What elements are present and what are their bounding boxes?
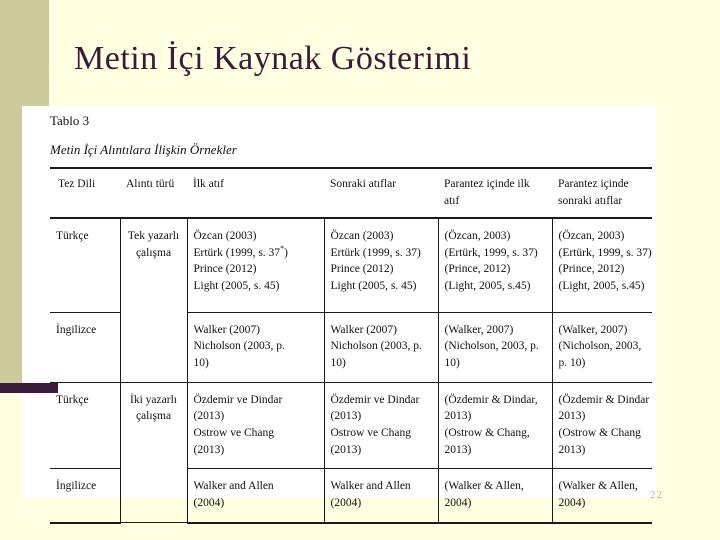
citations-table bbox=[50, 167, 652, 524]
table-caption: Metin İçi Alıntılara İlişkin Örnekler bbox=[50, 142, 237, 157]
citation-line: Nicholson (2003, p. bbox=[330, 340, 422, 353]
citation-line: (Nicholson, 2003, p. bbox=[444, 340, 539, 353]
citation-cell bbox=[187, 218, 324, 312]
citation-line: 2013) bbox=[558, 410, 586, 423]
citation-line: Prince (2012) bbox=[330, 263, 394, 276]
citation-cell bbox=[552, 382, 652, 469]
col-header-parenthetical-first: Parantez içinde ilk atıf bbox=[438, 168, 552, 218]
citation-line: Walker (2007) bbox=[330, 323, 397, 336]
citation-cell bbox=[324, 312, 438, 382]
citation-cell bbox=[552, 312, 652, 382]
citation-line: Light (2005, s. 45) bbox=[330, 280, 417, 293]
citation-line: 2013) bbox=[444, 443, 472, 456]
citation-line: (Özdemir & Dindar bbox=[558, 393, 650, 406]
citation-line: Ostrow ve Chang bbox=[330, 426, 411, 439]
citation-line: (Walker & Allen, bbox=[558, 480, 638, 493]
citation-line: Ostrow ve Chang bbox=[193, 426, 274, 439]
citation-line: (Özdemir & Dindar, bbox=[444, 393, 538, 406]
citation-cell bbox=[552, 218, 652, 312]
citation-line: (Walker, 2007) bbox=[444, 323, 514, 336]
citation-line: 2004) bbox=[558, 496, 586, 509]
table-row bbox=[50, 218, 652, 312]
divider-bar bbox=[0, 383, 58, 393]
citation-line: Prince (2012) bbox=[193, 263, 257, 276]
citation-line: (Light, 2005, s.45) bbox=[444, 280, 531, 293]
col-header-subsequent-citations: Sonraki atıflar bbox=[324, 168, 438, 218]
citation-line: 10) bbox=[330, 356, 346, 369]
citation-line: 2013) bbox=[444, 410, 472, 423]
citation-line: 2013) bbox=[558, 443, 586, 456]
citation-line: (2004) bbox=[330, 496, 362, 509]
header-row bbox=[50, 168, 652, 218]
citation-line: Nicholson (2003, p. bbox=[193, 340, 285, 353]
citation-line: Özdemir ve Dindar bbox=[193, 393, 283, 406]
citation-line: p. 10) bbox=[558, 356, 586, 369]
citation-line: Walker and Allen bbox=[330, 480, 411, 493]
citation-line: Walker and Allen bbox=[193, 480, 274, 493]
citation-line: Ertürk (1999, s. 37*) bbox=[193, 243, 288, 259]
citation-line: (Ertürk, 1999, s. 37) bbox=[558, 246, 652, 259]
citation-line: Ertürk (1999, s. 37) bbox=[330, 246, 421, 259]
col-header-parenthetical-subsequent: Parantez içinde sonraki atıflar bbox=[552, 168, 652, 218]
citation-line: (Özcan, 2003) bbox=[444, 230, 511, 242]
page-number: 22 bbox=[650, 489, 663, 501]
citation-line: Özcan (2003) bbox=[330, 230, 394, 242]
language-cell: İngilizce bbox=[50, 312, 120, 382]
citation-line: (Prince, 2012) bbox=[558, 263, 625, 276]
citation-line: (2013) bbox=[193, 410, 225, 423]
citation-type-cell: Tek yazarlı çalışma bbox=[120, 218, 187, 382]
citation-line: (2013) bbox=[330, 410, 362, 423]
citation-line: (2013) bbox=[330, 443, 362, 456]
col-header-citation-type: Alıntı türü bbox=[120, 168, 187, 218]
citation-line: (Walker & Allen, bbox=[444, 480, 524, 493]
citation-line: Light (2005, s. 45) bbox=[193, 280, 280, 293]
citation-cell bbox=[438, 469, 552, 523]
citation-line: (2013) bbox=[193, 443, 225, 456]
citation-line: (Ostrow & Chang, bbox=[444, 426, 530, 439]
citation-line: (Ostrow & Chang bbox=[558, 426, 641, 439]
citation-cell bbox=[324, 469, 438, 523]
citation-cell bbox=[187, 382, 324, 469]
col-header-first-citation: İlk atıf bbox=[187, 168, 324, 218]
language-cell: İngilizce bbox=[50, 469, 120, 523]
citation-line: Özcan (2003) bbox=[193, 230, 257, 242]
language-cell: Türkçe bbox=[50, 382, 120, 469]
citation-cell bbox=[552, 469, 652, 523]
citation-line: (Nicholson, 2003, bbox=[558, 340, 642, 353]
citation-line: (Prince, 2012) bbox=[444, 263, 511, 276]
citation-cell bbox=[438, 312, 552, 382]
citation-line: 10) bbox=[193, 356, 209, 369]
language-cell: Türkçe bbox=[50, 218, 120, 312]
citation-cell bbox=[438, 218, 552, 312]
citation-line: (Ertürk, 1999, s. 37) bbox=[444, 246, 538, 259]
citation-cell bbox=[324, 218, 438, 312]
citation-type-cell: İki yazarlı çalışma bbox=[120, 382, 187, 523]
citation-cell bbox=[438, 382, 552, 469]
table-label: Tablo 3 bbox=[50, 113, 90, 128]
col-header-thesis-language: Tez Dili bbox=[50, 168, 120, 218]
citation-line: (Özcan, 2003) bbox=[558, 230, 625, 242]
citation-line: Özdemir ve Dindar bbox=[330, 393, 420, 406]
table-row bbox=[50, 382, 652, 469]
citation-cell bbox=[187, 312, 324, 382]
citation-line: (Light, 2005, s.45) bbox=[558, 280, 645, 293]
footnote-marker: * bbox=[280, 243, 285, 253]
citation-line: (Walker, 2007) bbox=[558, 323, 628, 336]
citation-line: 2004) bbox=[444, 496, 472, 509]
citation-line: (2004) bbox=[193, 496, 225, 509]
table-panel bbox=[22, 106, 656, 509]
citation-cell bbox=[187, 469, 324, 523]
citation-line: Walker (2007) bbox=[193, 323, 260, 336]
citation-cell bbox=[324, 382, 438, 469]
citation-line: 10) bbox=[444, 356, 460, 369]
slide-title: Metin İçi Kaynak Gösterimi bbox=[74, 40, 472, 77]
